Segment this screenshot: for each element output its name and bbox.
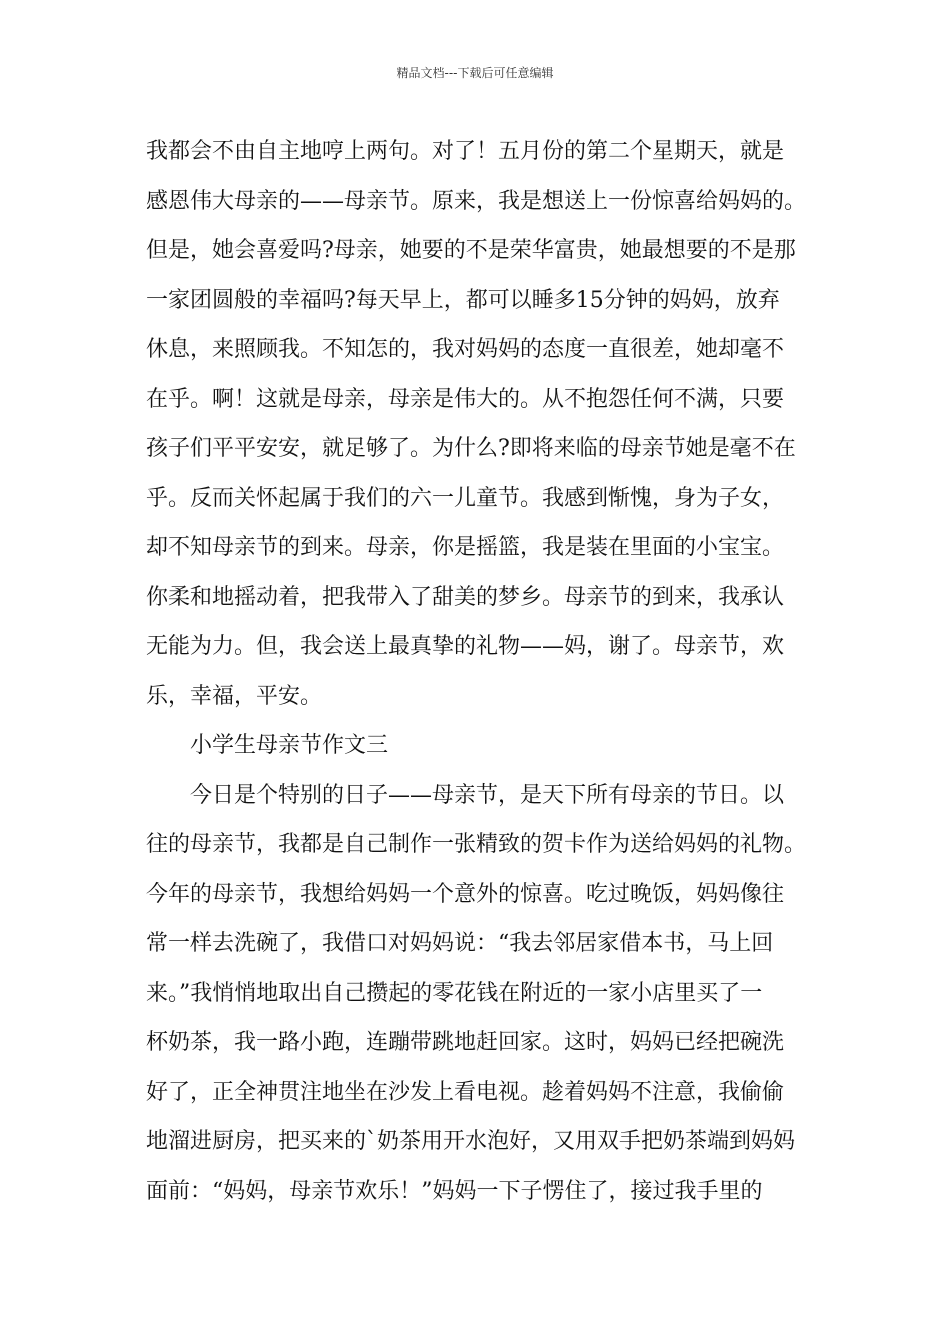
text-line: 感恩伟大母亲的——母亲节。原来，我是想送上一份惊喜给妈妈的。 (146, 188, 807, 214)
text-line: 好了，正全神贯注地坐在沙发上看电视。趁着妈妈不注意，我偷偷 (146, 1079, 785, 1105)
text-line: 往的母亲节，我都是自己制作一张精致的贺卡作为送给妈妈的礼物。 (146, 832, 807, 857)
text-line: 无能为力。但，我会送上最真挚的礼物——妈，谢了。母亲节，欢 (146, 634, 785, 659)
text-line: 孩子们平平安安，就足够了。为什么?即将来临的母亲节她是毫不在 (146, 436, 796, 461)
text-line: 一家团圆般的幸福吗?每天早上，都可以睡多15分钟的妈妈，放弃 (146, 287, 780, 313)
text-line: 常一样去洗碗了，我借口对妈妈说：“我去邻居家借本书，马上回 (146, 931, 774, 956)
page-header: 精品文档---下载后可任意编辑 (396, 66, 554, 80)
section-heading: 小学生母亲节作文三 (190, 733, 389, 758)
text-line: 但是，她会喜爱吗?母亲，她要的不是荣华富贵，她最想要的不是那 (146, 238, 796, 263)
text-line: 杯奶茶，我一路小跑，连蹦带跳地赶回家。这时，妈妈已经把碗洗 (146, 1030, 785, 1055)
document-body (146, 130, 816, 1219)
text-line: 今日是个特别的日子——母亲节，是天下所有母亲的节日。以 (190, 782, 785, 808)
text-line: 乎。反而关怀起属于我们的六一儿童节。我感到惭愧，身为子女， (146, 485, 785, 511)
text-line: 你柔和地摇动着，把我带入了甜美的梦乡。母亲节的到来，我承认 (146, 584, 785, 610)
text-line: 却不知母亲节的到来。母亲，你是摇篮，我是装在里面的小宝宝。 (146, 535, 785, 560)
text-line: 休息，来照顾我。不知怎的，我对妈妈的态度一直很差，她却毫不 (146, 337, 785, 362)
text-line: 面前：“妈妈，母亲节欢乐！”妈妈一下子愣住了，接过我手里的 (146, 1178, 763, 1204)
text-line: 乐，幸福，平安。 (146, 683, 323, 709)
text-line: 地溜进厨房，把买来的`奶茶用开水泡好，又用双手把奶茶端到妈妈 (146, 1129, 796, 1154)
text-line: 来。”我悄悄地取出自己攒起的零花钱在附近的一家小店里买了一 (146, 980, 763, 1006)
text-line: 今年的母亲节，我想给妈妈一个意外的惊喜。吃过晚饭，妈妈像往 (146, 881, 785, 907)
text-line: 我都会不由自主地哼上两句。对了！五月份的第二个星期天，就是 (146, 139, 785, 164)
text-line: 在乎。啊！这就是母亲，母亲是伟大的。从不抱怨任何不满，只要 (146, 386, 785, 412)
